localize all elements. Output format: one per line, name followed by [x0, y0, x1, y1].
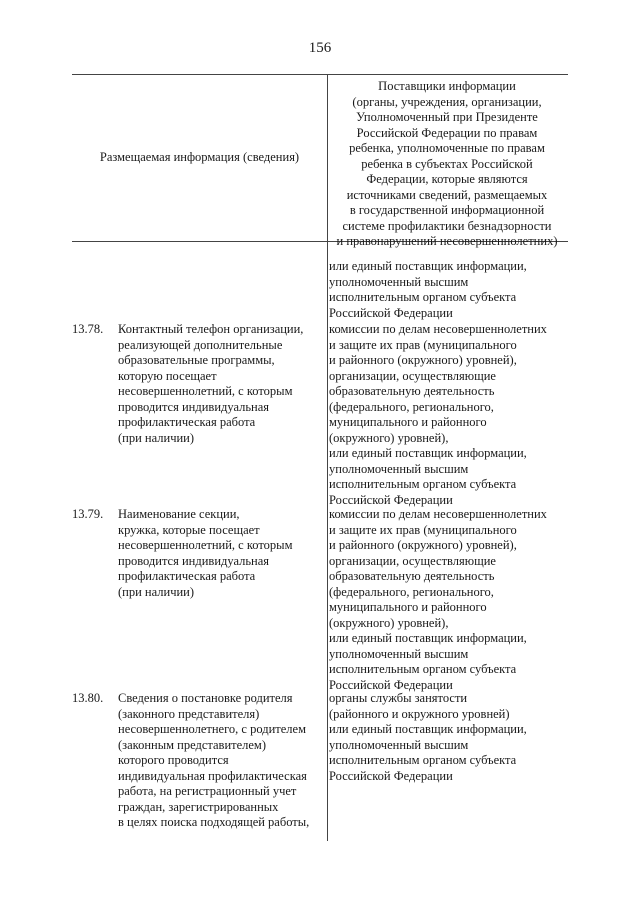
description-line: образовательные программы,	[118, 353, 275, 367]
row-number: 13.80.	[72, 691, 104, 705]
provider-line: Российской Федерации	[329, 677, 453, 692]
row-providers	[329, 507, 569, 693]
description-line: кружка, которые посещает	[118, 522, 260, 537]
provider-line: организации, осуществляющие	[329, 368, 496, 383]
row-description	[118, 322, 323, 446]
provider-line: и районного (окружного) уровней),	[329, 538, 517, 552]
header-right-line: Федерации, которые являются	[366, 172, 528, 186]
continued-provider-line: Российской Федерации	[329, 305, 453, 320]
provider-line: исполнительным органом субъекта	[329, 753, 517, 767]
provider-line: или единый поставщик информации,	[329, 722, 527, 736]
description-line: профилактическая работа	[118, 415, 256, 429]
row-number: 13.79.	[72, 507, 104, 521]
description-line: реализующей дополнительные	[118, 337, 283, 352]
header-right-line: в государственной информационной	[349, 203, 545, 217]
description-line: Наименование секции,	[118, 507, 240, 521]
row-providers	[329, 322, 569, 508]
provider-line: уполномоченный высшим	[329, 461, 469, 476]
header-right-title	[327, 79, 567, 250]
header-right-line: и правонарушений несовершеннолетних)	[336, 234, 558, 248]
provider-line: Российской Федерации	[329, 492, 453, 507]
description-line: проводится индивидуальная	[118, 399, 270, 414]
description-line: профилактическая работа	[118, 569, 256, 583]
description-line: граждан, зарегистрированных	[118, 799, 279, 814]
body-column-divider	[327, 241, 328, 841]
provider-line: (окружного) уровней),	[329, 430, 449, 445]
description-line: несовершеннолетнего, с родителем	[118, 722, 306, 736]
description-line: (законного представителя)	[118, 706, 260, 721]
provider-line: органы службы занятости	[329, 691, 468, 705]
provider-line: образовательную деятельность	[329, 569, 495, 583]
continued-provider-line: или единый поставщик информации,	[329, 259, 527, 273]
page-number: 156	[308, 40, 332, 56]
table-top-rule	[72, 74, 568, 75]
provider-line: комиссии по делам несовершеннолетних	[329, 507, 547, 521]
description-line: индивидуальная профилактическая	[118, 768, 307, 783]
header-right-line: Российской Федерации по правам	[356, 125, 538, 140]
description-line: (законным представителем)	[118, 737, 267, 752]
provider-line: муниципального и районного	[329, 600, 487, 614]
provider-line: уполномоченный высшим	[329, 646, 469, 661]
description-line: Сведения о постановке родителя	[118, 691, 293, 705]
description-line: несовершеннолетний, с которым	[118, 384, 293, 398]
header-right-line: системе профилактики безнадзорности	[342, 218, 552, 233]
provider-line: (федерального, регионального,	[329, 399, 494, 414]
header-right-line: Поставщики информации	[378, 79, 516, 93]
description-line: проводится индивидуальная	[118, 553, 270, 568]
description-line: Контактный телефон организации,	[118, 322, 304, 336]
provider-line: организации, осуществляющие	[329, 553, 496, 568]
header-right-line: источниками сведений, размещаемых	[346, 187, 548, 202]
provider-line: комиссии по делам несовершеннолетних	[329, 322, 547, 336]
continued-provider-line: уполномоченный высшим	[329, 274, 469, 289]
row-description	[118, 507, 323, 600]
provider-line: исполнительным органом субъекта	[329, 662, 517, 676]
description-line: несовершеннолетний, с которым	[118, 538, 293, 552]
continued-provider-line: исполнительным органом субъекта	[329, 290, 517, 304]
provider-line: (окружного) уровней),	[329, 615, 449, 630]
provider-line: или единый поставщик информации,	[329, 631, 527, 645]
provider-line: и защите их прав (муниципального	[329, 522, 517, 537]
header-left-title: Размещаемая информация (сведения)	[99, 150, 300, 164]
provider-line: уполномоченный высшим	[329, 737, 469, 752]
provider-line: (федерального, регионального,	[329, 584, 494, 599]
provider-line: Российской Федерации	[329, 768, 453, 783]
description-line: в целях поиска подходящей работы,	[118, 815, 310, 829]
row-description	[118, 691, 323, 831]
continued-provider-text	[329, 259, 569, 321]
provider-line: (районного и окружного уровней)	[329, 706, 510, 721]
description-line: которую посещает	[118, 368, 217, 383]
header-right-line: ребенка, уполномоченные по правам	[349, 141, 545, 155]
provider-line: и районного (окружного) уровней),	[329, 353, 517, 367]
provider-line: исполнительным органом субъекта	[329, 477, 517, 491]
description-line: которого проводится	[118, 753, 229, 767]
header-right-line: ребенка в субъектах Российской	[361, 156, 533, 171]
row-providers	[329, 691, 569, 784]
provider-line: муниципального и районного	[329, 415, 487, 429]
provider-line: образовательную деятельность	[329, 384, 495, 398]
description-line: (при наличии)	[118, 430, 195, 445]
provider-line: и защите их прав (муниципального	[329, 337, 517, 352]
header-right-line: (органы, учреждения, организации,	[352, 94, 542, 109]
row-number: 13.78.	[72, 322, 104, 336]
description-line: работа, на регистрационный учет	[118, 784, 297, 798]
provider-line: или единый поставщик информации,	[329, 446, 527, 460]
header-right-line: Уполномоченный при Президенте	[356, 110, 538, 124]
description-line: (при наличии)	[118, 584, 195, 599]
